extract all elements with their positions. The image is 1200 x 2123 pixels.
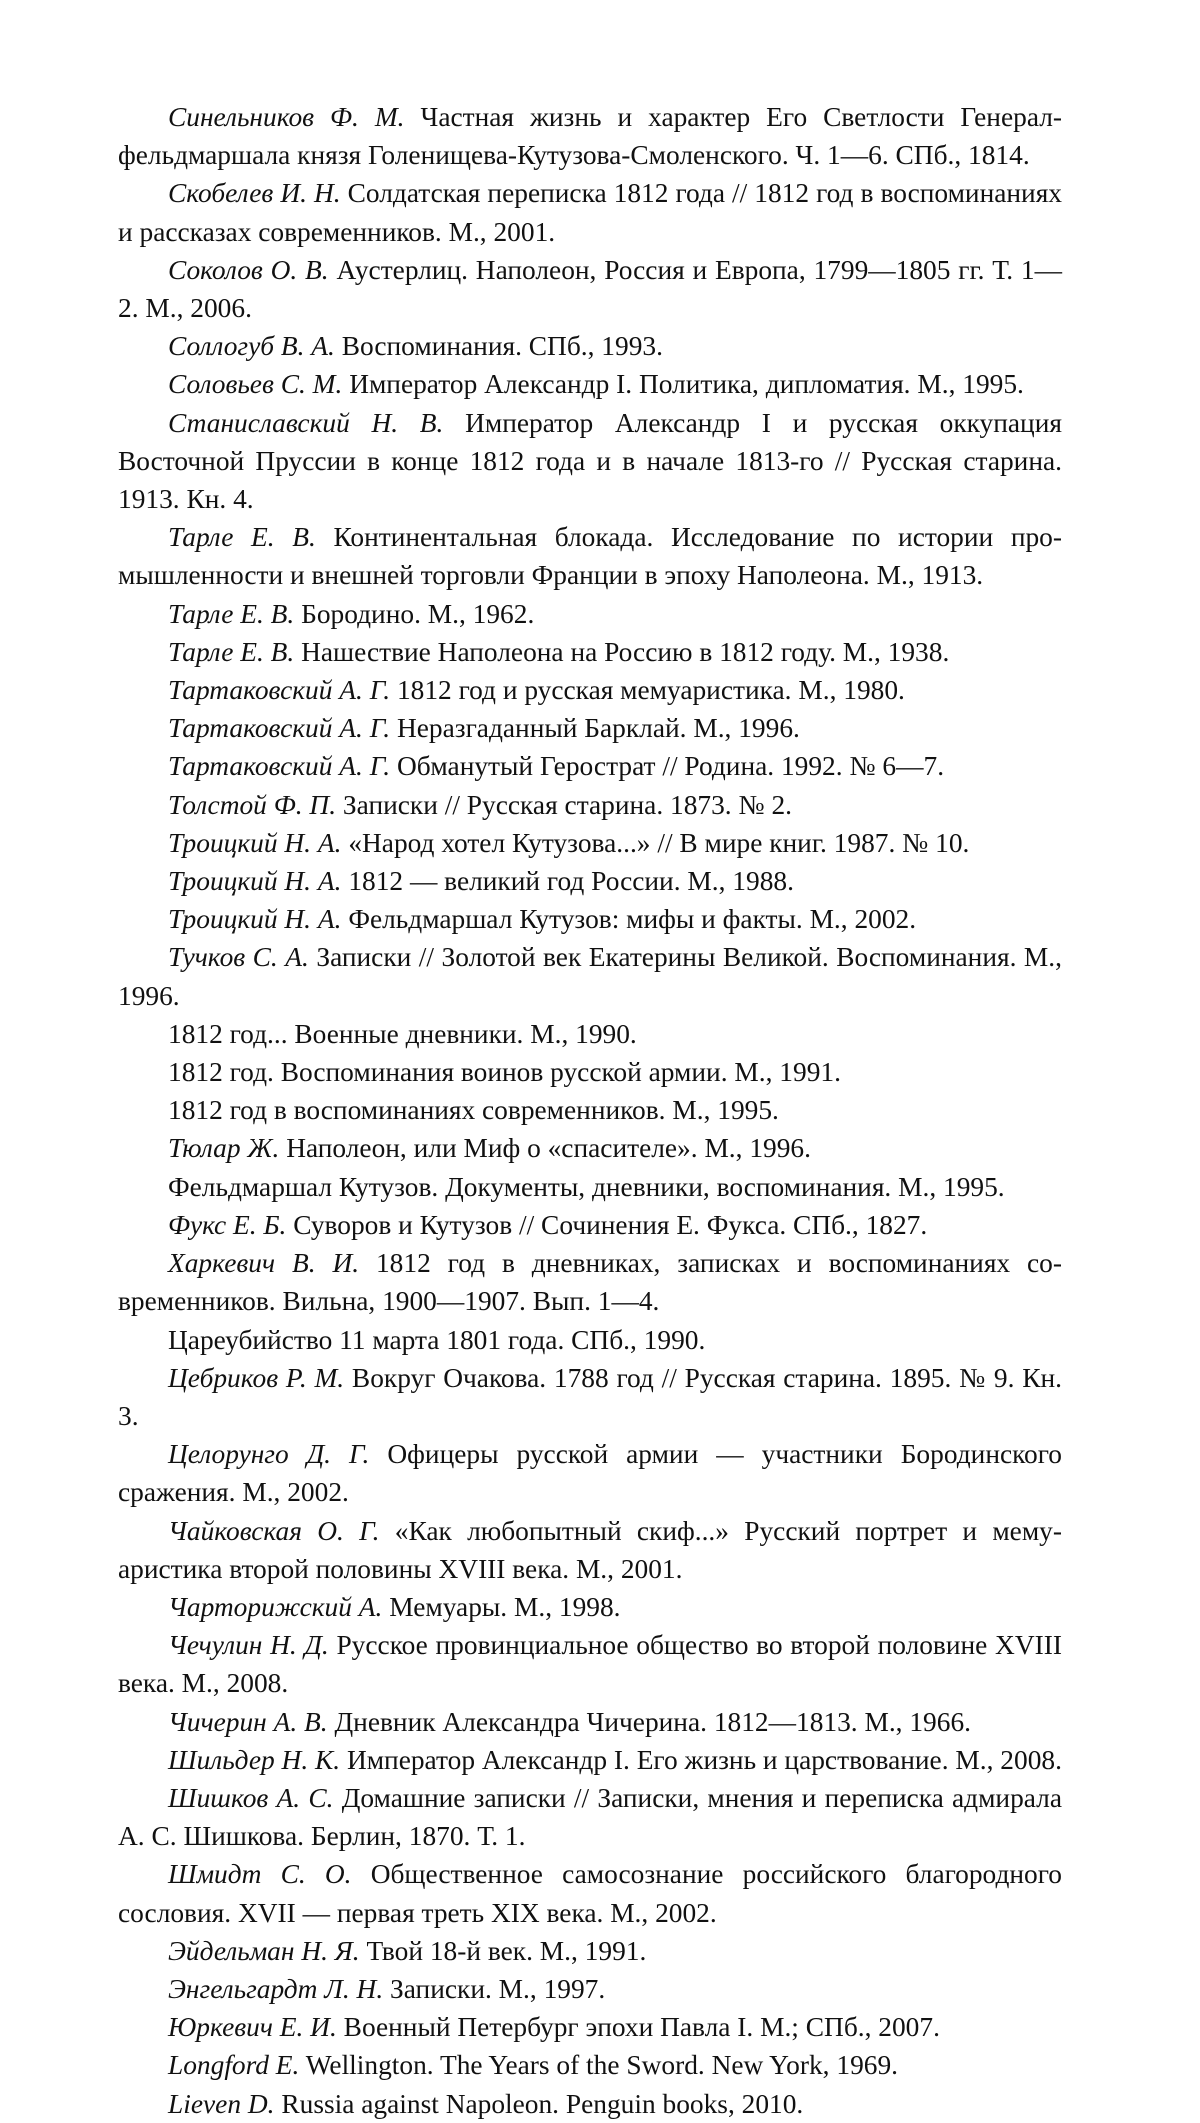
entry-text: «Народ хотел Кутузова...» // В мире книг. 1987. № 10. [348,827,970,858]
bibliography-entry [118,633,1062,671]
entry-text: Фельдмаршал Кутузов: мифы и факты. М., 2002. [348,904,917,935]
entry-text: Обманутый Герострат // Родина. 1992. № 6—7. [396,751,945,782]
entry-author: Энгельгардт Л. Н. [168,1973,384,2004]
bibliography-entry [118,1703,1062,1741]
entry-text: Записки // Золотой век Екатерины Великой. Воспоминания. М., 1996. [118,942,1062,1011]
entry-author: Скобелев И. Н. [168,178,341,209]
bibliography-entry [118,862,1062,900]
bibliography-entry [118,1015,1062,1053]
entry-text: Записки // Русская старина. 1873. № 2. [342,789,793,820]
bibliography-entry [118,174,1062,250]
bibliography-entry [118,938,1062,1014]
entry-author: Чечулин Н. Д. [168,1630,329,1661]
entry-text: Твой 18-й век. М., 1991. [366,1935,647,1966]
bibliography-entry [118,518,1062,594]
entry-text: Вокруг Очакова. 1788 год // Русская старина. 1895. № 9. Кн. 3. [118,1362,1062,1431]
entry-author: Толстой Ф. П. [168,789,337,820]
entry-text: Император Александр I. Его жизнь и царствование. М., 2008. [346,1744,1062,1775]
entry-text: Бородино. М., 1962. [301,598,535,629]
entry-text: «Как любопытный скиф...» Русский портрет и мемуаристика второй половины XVIII века. М., 2001. [118,1515,1062,1584]
entry-author: Тарле Е. В. [168,636,295,667]
entry-author: Чичерин А. В. [168,1706,328,1737]
entry-text: 1812 год... Военные дневники. М., 1990. [168,1018,637,1049]
entry-author: Тюлар Ж. [168,1133,280,1164]
entry-text: Неразгаданный Барклай. М., 1996. [396,713,800,744]
entry-author: Lieven D. [168,2088,275,2119]
entry-text: Император Александр I и русская оккупация Восточной Пруссии в конце 1812 года и в начале 1813-го // Русская старина. 1913. Кн. 4. [118,407,1062,515]
bibliography-entry [118,1932,1062,1970]
entry-text: Солдатская переписка 1812 года // 1812 год в воспоминаниях и рассказах современников. М., 2001. [118,178,1062,247]
entry-text: Wellington. The Years of the Sword. New York, 1969. [305,2050,899,2081]
bibliography-entry [118,404,1062,519]
entry-text: 1812 год в воспоминаниях современников. М., 1995. [168,1095,779,1126]
bibliography-entry [118,1435,1062,1511]
entry-author: Чайковская О. Г. [168,1515,380,1546]
bibliography-entry [118,1779,1062,1855]
entry-text: Записки. М., 1997. [390,1973,606,2004]
entry-author: Синельников Ф. М. [168,102,405,132]
entry-text: Цареубийство 11 марта 1801 года. СПб., 1990. [168,1324,706,1355]
bibliography-entry [118,671,1062,709]
bibliography-entry [118,1741,1062,1779]
entry-author: Троицкий Н. А. [168,904,342,935]
bibliography-entry [118,2085,1062,2123]
entry-author: Эйдельман Н. Я. [168,1935,360,1966]
bibliography-entry [118,327,1062,365]
bibliography-entry [118,824,1062,862]
bibliography-entry [118,900,1062,938]
bibliography-entry [118,595,1062,633]
bibliography-entry [118,251,1062,327]
entry-author: Тартаковский А. Г. [168,675,391,706]
entry-author: Троицкий Н. А. [168,827,342,858]
bibliography-entry [118,709,1062,747]
entry-text: Континентальная блокада. Исследование по истории промышленности и внешней торговли Франции в эпоху Наполеона. М., 1913. [118,522,1062,591]
entry-text: Военный Петербург эпохи Павла I. М.; СПб., 2007. [343,2012,940,2043]
entry-text: Общественное самосознание российского благородного сословия. XVII — первая треть XIX века. М., 2002. [118,1859,1063,1928]
entry-text: Император Александр I. Политика, дипломатия. М., 1995. [349,369,1024,400]
bibliography-entry [118,1168,1062,1206]
entry-text: 1812 — великий год России. М., 1988. [348,866,794,897]
entry-text: Мемуары. М., 1998. [389,1591,621,1622]
entry-author: Longford E. [168,2050,300,2081]
bibliography-entry [118,365,1062,403]
entry-text: 1812 год и русская мемуаристика. М., 1980. [396,675,905,706]
entry-author: Харкевич В. И. [168,1248,360,1279]
bibliography-page [118,98,1062,2123]
bibliography-entry [118,1512,1062,1588]
bibliography-entry [118,2008,1062,2046]
entry-author: Чарторижский А. [168,1591,383,1622]
entry-author: Станиславский Н. В. [168,407,444,438]
entry-author: Тартаковский А. Г. [168,751,391,782]
entry-author: Тартаковский А. Г. [168,713,391,744]
entry-text: 1812 год в дневниках, записках и воспоминаниях современников. Вильна, 1900—1907. Вып. 1—4. [118,1248,1062,1317]
entry-author: Фукс Е. Б. [168,1209,287,1240]
bibliography-entry [118,1053,1062,1091]
entry-author: Тарле Е. В. [168,598,295,629]
bibliography-entry [118,1129,1062,1167]
bibliography-entry [118,1855,1062,1931]
bibliography-entry [118,1588,1062,1626]
entry-text: Офицеры русской армии — участники Бородинского сражения. М., 2002. [118,1439,1062,1508]
entry-author: Шишков А. С. [168,1782,334,1813]
entry-text: Аустерлиц. Наполеон, Россия и Европа, 1799—1805 гг. Т. 1—2. М., 2006. [118,254,1063,324]
entry-text: Частная жизнь и характер Его Светлости Генерал-фельдмаршала князя Голенищева-Кутузова-Смоленского. Ч. 1—6. СПб., 1814. [118,102,1063,171]
entry-author: Соколов О. В. [168,254,329,285]
entry-text: Дневник Александра Чичерина. 1812—1813. М., 1966. [334,1706,971,1737]
entry-text: Воспоминания. СПб., 1993. [341,331,663,362]
entry-text: Домашние записки // Записки, мнения и переписка адмирала А. С. Шишкова. Берлин, 1870. Т. 1. [118,1782,1062,1852]
entry-author: Тарле Е. В. [168,522,316,553]
bibliography-entry [118,2046,1062,2084]
entry-author: Соллогуб В. А. [168,331,335,362]
bibliography-entry [118,1626,1062,1702]
entry-text: Нашествие Наполеона на Россию в 1812 году. М., 1938. [301,636,950,667]
entry-author: Юркевич Е. И. [168,2012,337,2043]
bibliography-entry [118,1244,1062,1320]
entry-text: Фельдмаршал Кутузов. Документы, дневники, воспоминания. М., 1995. [168,1171,1005,1202]
entry-author: Троицкий Н. А. [168,866,342,897]
entry-author: Целорунго Д. Г. [168,1439,370,1470]
bibliography-entry [118,747,1062,785]
bibliography-entry [118,1359,1062,1435]
bibliography-entry [118,1321,1062,1359]
entry-author: Шильдер Н. К. [168,1744,341,1775]
entry-text: Русское провинциальное общество во второй половине XVIII века. М., 2008. [118,1630,1062,1699]
bibliography-entry [118,1970,1062,2008]
entry-author: Шмидт С. О. [168,1859,352,1890]
entry-text: 1812 год. Воспоминания воинов русской армии. М., 1991. [168,1057,841,1088]
entry-text: Наполеон, или Миф о «спасителе». М., 1996. [286,1133,811,1164]
entry-author: Соловьев С. М. [168,369,343,400]
bibliography-list [118,98,1062,2123]
entry-text: Суворов и Кутузов // Сочинения Е. Фукса. СПб., 1827. [293,1209,928,1240]
bibliography-entry [118,98,1062,174]
bibliography-entry [118,1206,1062,1244]
entry-author: Цебриков Р. М. [168,1362,345,1393]
entry-text: Russia against Napoleon. Penguin books, 2010. [281,2088,804,2119]
entry-author: Тучков С. А. [168,942,309,973]
bibliography-entry [118,1091,1062,1129]
bibliography-entry [118,786,1062,824]
